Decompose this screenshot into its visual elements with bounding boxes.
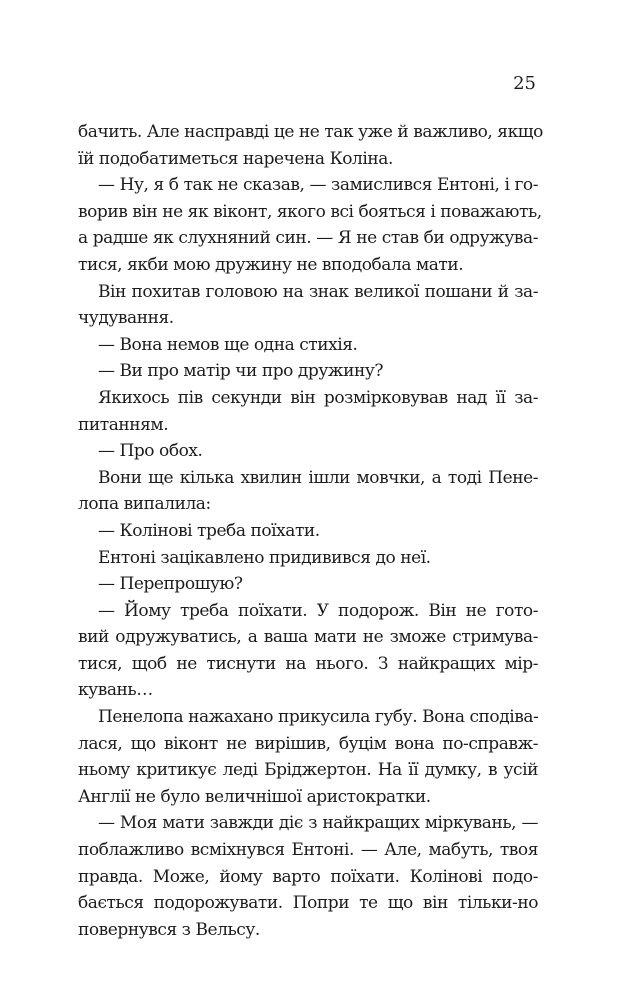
text-line: вий одружуватись, а ваша мати не зможе стримува- <box>78 627 538 648</box>
text-line: тися, щоб не тиснути на нього. З найкращих мір- <box>78 653 538 674</box>
text-line: — Йому треба поїхати. У подорож. Він не гото- <box>98 600 538 621</box>
text-line: їй подобатиметься наречена Коліна. <box>78 148 393 169</box>
text-line: чудування. <box>78 308 174 329</box>
body-text <box>78 119 543 943</box>
text-line: Якихось пів секунди він розмірковував над її за- <box>98 387 538 408</box>
text-line: ворив він не як віконт, якого всі бояться і поважають, <box>78 201 542 222</box>
page-number: 25 <box>513 73 536 94</box>
text-line: — Про обох. <box>98 441 203 462</box>
text-line: а радше як слухняний син. — Я не став би одружува- <box>78 228 538 249</box>
text-line: — Колінові треба поїхати. <box>98 520 320 541</box>
text-line: повернувся з Вельсу. <box>78 919 260 940</box>
text-line: — Перепрошую? <box>98 574 243 595</box>
text-line: Пенелопа нажахано прикусила губу. Вона сподіва- <box>98 707 539 728</box>
text-line: ньому критикує леді Бріджертон. На її думку, в усій <box>78 760 538 781</box>
text-line: лася, що віконт не вирішив, буцім вона по-справж- <box>78 733 538 754</box>
text-line: бачить. Але насправді це не так уже й важливо, якщо <box>78 122 543 142</box>
text-line: кувань… <box>78 680 153 701</box>
text-line: — Ну, я б так не сказав, — замислився Ентоні, і го- <box>98 175 538 196</box>
text-line: питанням. <box>78 414 169 435</box>
text-line: — Ви про матір чи про дружину? <box>98 361 384 382</box>
text-line: Англії не було величнішої аристократки. <box>78 786 431 807</box>
text-line: Він похитав головою на знак великої пошани й за- <box>98 281 538 302</box>
text-line: Вони ще кілька хвилин ішли мовчки, а тоді Пене- <box>98 467 538 488</box>
text-line: поблажливо всміхнувся Ентоні. — Але, мабуть, твоя <box>78 840 538 861</box>
text-line: правда. Може, йому варто поїхати. Колінові подо- <box>78 866 538 887</box>
text-line: Ентоні зацікавлено придивився до неї. <box>98 547 431 568</box>
text-line: тися, якби мою дружину не вподобала мати. <box>78 254 464 275</box>
text-line: — Вона немов ще одна стихія. <box>98 334 358 355</box>
text-line: бається подорожувати. Попри те що він тільки-но <box>78 893 538 914</box>
text-line: — Моя мати завжди діє з найкращих міркувань, — <box>98 813 538 834</box>
text-line: лопа випалила: <box>78 494 211 515</box>
